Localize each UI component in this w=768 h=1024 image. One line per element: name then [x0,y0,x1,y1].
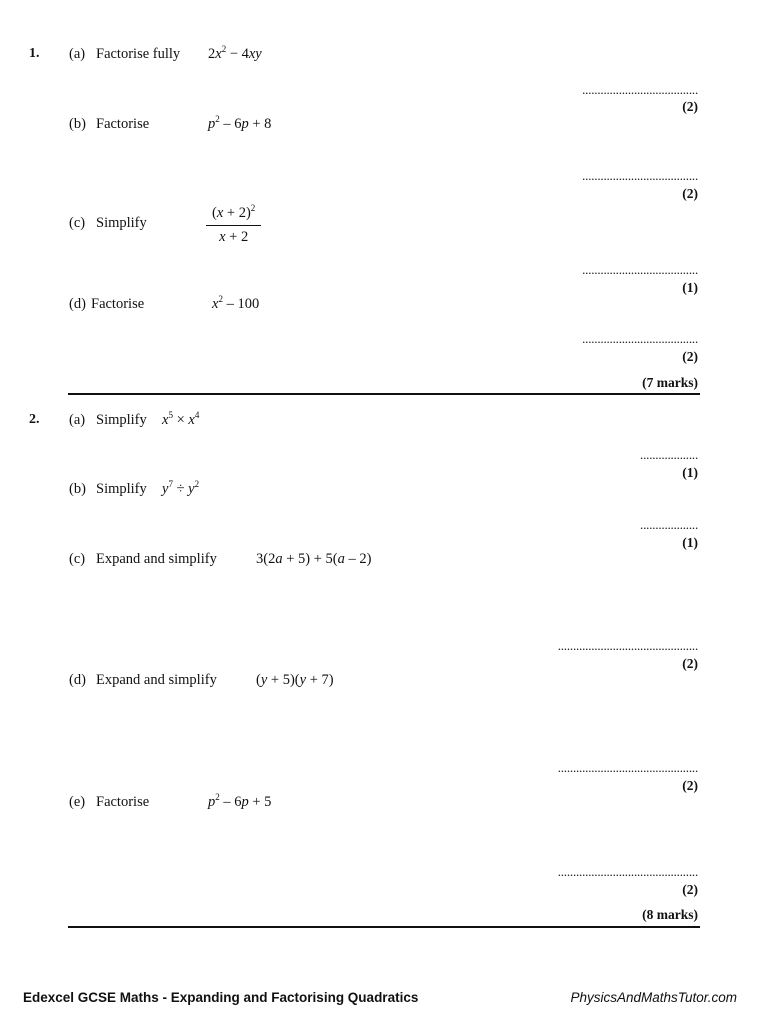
q2e-label: (e) [69,794,86,810]
question-1-number: 1. [29,46,40,61]
question-2-number: 2. [29,412,40,427]
q1a-label: (a) [69,46,86,62]
q1b-answer-line[interactable]: ...................................... [582,168,698,183]
q1c-answer-line[interactable]: ...................................... [582,262,698,277]
q2-end-rule [68,926,700,928]
q1d-instruction: Factorise [91,296,145,312]
q2e-instruction: Factorise [96,794,150,810]
q1a-expression: $2x^2 - 4xy$ [208,44,262,62]
q1c-numerator: $(x + 2)^2$ [206,205,261,226]
q1a-instruction: Factorise fully [96,46,181,62]
q2a-instruction: Simplify [96,412,147,428]
q1b-expression: $p^2 - 6p + 8$ [208,114,272,132]
q2c-answer-line[interactable]: .............................................. [557,638,698,653]
q1c-denominator: x + 2 [219,229,249,245]
q1a-marks: (2) [682,99,698,114]
q2a-marks: (1) [682,465,698,480]
q2a-answer-line[interactable]: ................... [640,447,698,462]
q2c-instruction: Expand and simplify [96,551,217,567]
q1b-marks: (2) [682,186,698,201]
q2d-marks: (2) [682,778,698,793]
q1c-label: (c) [69,215,86,231]
q1d-expression: $x^2 - 100$ [212,294,260,312]
q1d-answer-line[interactable]: ...................................... [582,331,698,346]
q2b-expression: $y^7 \div y^2$ [162,479,200,497]
footer-title: Edexcel GCSE Maths - Expanding and Factorising Quadratics [23,990,419,1005]
footer-site: PhysicsAndMathsTutor.com [570,990,737,1005]
q2d-instruction: Expand and simplify [96,672,217,688]
q1b-instruction: Factorise [96,116,150,132]
q1d-label: (d) [69,296,86,312]
q1d-marks: (2) [682,349,698,364]
q1-end-rule [68,393,700,395]
q2-total-marks: (8 marks) [642,907,698,922]
q1-total-marks: (7 marks) [642,375,698,390]
q2a-expression: $x^5 \times x^4$ [162,410,200,428]
q2e-answer-line[interactable]: .............................................. [557,864,698,879]
q2e-expression: $p^2 - 6p + 5$ [208,792,272,810]
q2b-instruction: Simplify [96,481,147,497]
q2d-expression: (y + 5)(y + 7) [256,672,334,688]
q2a-label: (a) [69,412,86,428]
q1c-fraction [206,205,261,246]
q2b-marks: (1) [682,535,698,550]
q2c-marks: (2) [682,656,698,671]
q1a-answer-line[interactable]: ...................................... [582,82,698,97]
q2c-expression: 3(2a + 5) + 5(a – 2) [256,551,372,567]
q2d-label: (d) [69,672,86,688]
q2c-label: (c) [69,551,86,567]
q2e-marks: (2) [682,882,698,897]
q1c-marks: (1) [682,280,698,295]
q2b-label: (b) [69,481,86,497]
q1b-label: (b) [69,116,86,132]
q1c-instruction: Simplify [96,215,147,231]
q2b-answer-line[interactable]: ................... [640,517,698,532]
q2d-answer-line[interactable]: .............................................. [557,760,698,775]
